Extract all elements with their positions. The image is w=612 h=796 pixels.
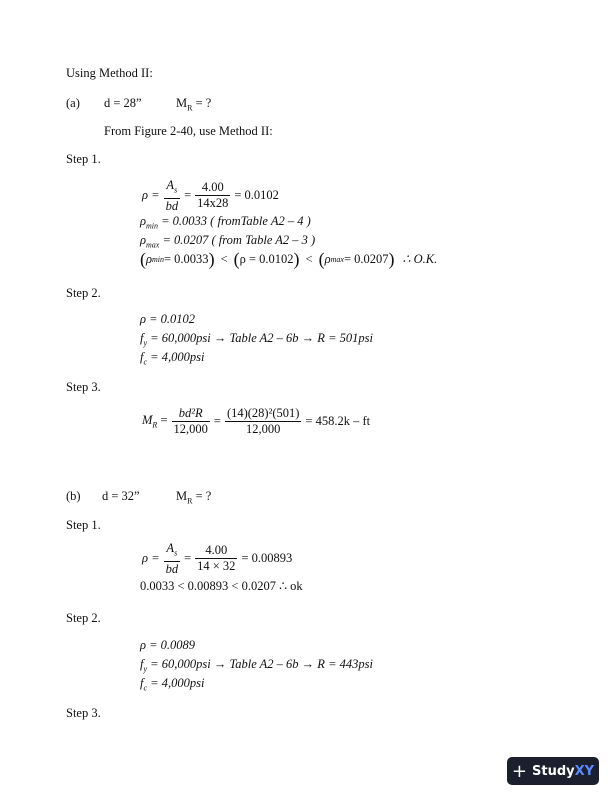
fy-sub: y [143, 338, 148, 348]
mr-unknown: = ? [192, 96, 212, 110]
a-step2-label: Step 2. [66, 286, 101, 300]
b-step2-label: Step 2. [66, 611, 101, 625]
numeric-denominator: 12,000 [245, 422, 281, 436]
rho-check-line: ( ρ min = 0.0033 ) < ( ρ = 0.0102 ) < ( ρ max = 0.0207 ) ∴ O.K. [140, 249, 438, 269]
a-rho-equation: ρ = $\frac{A_s}{bd}$ = $\frac{4.00}{14x28}$ = 0.0102 [142, 178, 279, 213]
value-numerator: 4.00 [195, 180, 230, 196]
fy-value: = 60,000psi → Table A2 – 6b → R = 501psi [147, 331, 373, 345]
mr-symbol: M [176, 96, 188, 110]
rho-min-sub: min [146, 221, 158, 231]
b-fc-line [140, 676, 204, 693]
part-a-label: (a) [66, 96, 80, 110]
value-denominator: 14x28 [197, 196, 229, 211]
check-min-symbol: ρ [146, 251, 152, 266]
b-mr-symbol: M [176, 489, 188, 503]
as-over-bd [164, 178, 181, 214]
b-rho-lhs: ρ = [142, 551, 160, 566]
a-fy-line [140, 331, 373, 348]
lt-1: < [220, 251, 228, 266]
check-min-sub: min [152, 254, 164, 264]
check-max-value: = 0.0207 [343, 251, 389, 266]
bd2r-fraction [172, 406, 210, 437]
b-fy-line [140, 657, 373, 674]
b-rho-result: = 0.00893 [241, 551, 293, 566]
studyxy-logo [507, 757, 599, 785]
b-value-fraction [195, 543, 237, 574]
b-rho-equation: ρ = $\frac{A_s}{bd}$ = $\frac{4.00}{14 \times 32}$ = 0.00893 [142, 541, 293, 576]
b-rho-value: ρ = 0.0089 [140, 638, 196, 652]
check-ok: ∴ O.K. [402, 252, 438, 266]
fc-symbol: f [140, 350, 144, 364]
mr-lhs: M [142, 413, 153, 428]
b-step3-label: Step 3. [66, 706, 101, 720]
b-value-denominator: 14 × 32 [197, 559, 236, 574]
part-a-find [176, 96, 211, 113]
check-min-value: = 0.0033 [164, 251, 209, 266]
b-as-symbol: A [166, 541, 175, 555]
fc-value: = 4,000psi [147, 350, 205, 364]
part-b-label: (b) [66, 489, 81, 503]
part-b-find [176, 489, 211, 506]
b-bd-symbol: bd [165, 561, 179, 576]
mr-subscript: R [187, 103, 193, 113]
bd2r-numerator: bd²R [172, 406, 210, 422]
numeric-fraction [225, 406, 301, 437]
b-fy-value: = 60,000psi → Table A2 – 6b → R = 443psi [147, 657, 373, 671]
rho-max-sub: max [146, 240, 160, 250]
as-subscript: s [174, 185, 178, 195]
fc-sub: c [143, 357, 148, 367]
b-fc-value: = 4,000psi [147, 676, 205, 690]
rho-min-value: = 0.0033 ( fromTable A2 – 4 ) [158, 214, 311, 228]
b-check-text: 0.0033 < 0.00893 < 0.0207 ∴ ok [140, 579, 303, 593]
mr-result: = 458.2k – ft [305, 414, 371, 428]
b-mr-unknown: = ? [192, 489, 212, 503]
logo-xy: XY [574, 763, 595, 779]
method-heading: Using Method II: [66, 66, 153, 80]
mr-eq: = [157, 413, 168, 428]
logo-study: Study [532, 763, 575, 779]
bd-symbol: bd [165, 198, 179, 213]
a-step1-label: Step 1. [66, 152, 101, 166]
rho-min-line [140, 214, 311, 231]
fy-symbol: f [140, 331, 144, 345]
b-fc-symbol: f [140, 676, 144, 690]
source-note: From Figure 2-40, use Method II: [104, 124, 273, 138]
rho-min-symbol: ρ [140, 214, 146, 228]
b-as-over-bd [164, 541, 181, 577]
b-mr-subscript: R [187, 496, 193, 506]
a-step3-label: Step 3. [66, 380, 101, 394]
b-fy-symbol: f [140, 657, 144, 671]
part-a-given: d = 28” [104, 96, 142, 110]
numeric-numerator: (14)(28)²(501) [226, 406, 300, 420]
rho-max-symbol: ρ [140, 233, 146, 247]
bd2r-denominator: 12,000 [173, 422, 208, 436]
check-max-sub: max [330, 254, 344, 264]
b-step1-label: Step 1. [66, 518, 101, 532]
check-max-symbol: ρ [324, 251, 331, 266]
check-mid-value: ρ = 0.0102 [239, 251, 294, 266]
rho-lhs: ρ = [142, 188, 160, 203]
lt-2: < [305, 251, 313, 266]
b-rho-check [140, 578, 303, 594]
as-symbol: A [166, 178, 175, 192]
a-mr-equation: $M_R$ = $\frac{\text{bd²R}}{12,000}$ = $\frac{\text{(14)(28)²(501)}}{12,000}$ = 458.2k – ft [142, 406, 371, 436]
b-fy-sub: y [143, 664, 148, 674]
mr-lhs-sub: R [152, 420, 158, 430]
b-fc-sub: c [143, 683, 148, 693]
rho-max-value: = 0.0207 ( from Table A2 – 3 ) [159, 233, 316, 247]
rho-result: = 0.0102 [234, 188, 279, 203]
value-fraction [195, 180, 230, 211]
plus-icon: + [511, 760, 528, 782]
b-value-numerator: 4.00 [195, 543, 237, 559]
rho-max-line [140, 233, 315, 250]
part-b-given: d = 32” [102, 489, 140, 503]
a-fc-line [140, 350, 204, 367]
a-rho-value: ρ = 0.0102 [140, 312, 196, 326]
b-as-subscript: s [174, 548, 178, 558]
